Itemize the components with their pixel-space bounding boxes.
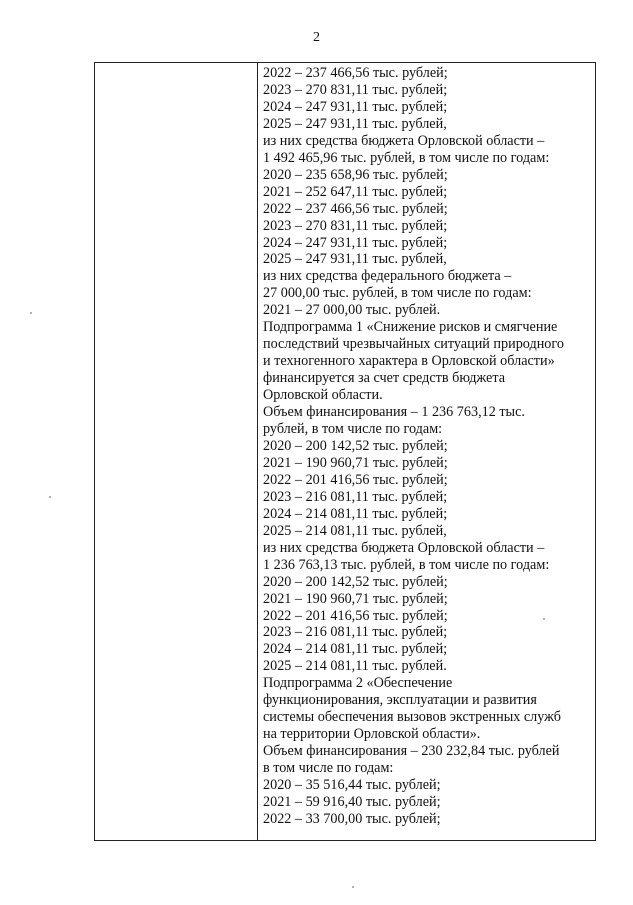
text-line: 2022 – 237 466,56 тыс. рублей; (263, 65, 448, 81)
text-line: 2025 – 214 081,11 тыс. рублей, (263, 522, 447, 539)
text-line: 2022 – 237 466,56 тыс. рублей; (263, 200, 448, 217)
text-line: 2021 – 252 647,11 тыс. рублей; (263, 183, 448, 200)
scan-speck (352, 886, 354, 888)
text-line: функционирования, эксплуатации и развития (263, 692, 537, 709)
text-line: на территории Орловской области». (263, 726, 481, 743)
text-line: 2023 – 216 081,11 тыс. рублей; (263, 488, 448, 505)
text-line: в том числе по годам: (263, 760, 394, 777)
text-line: 2022 – 33 700,00 тыс. рублей; (263, 810, 441, 827)
document-table (94, 62, 596, 841)
text-line: финансируется за счет средств бюджета (263, 370, 506, 387)
text-line: 2022 – 201 416,56 тыс. рублей; (263, 607, 448, 624)
text-line: 27 000,00 тыс. рублей, в том числе по годам: (263, 285, 532, 302)
text-line: 2023 – 216 081,11 тыс. рублей; (263, 624, 448, 641)
text-line: 2021 – 190 960,71 тыс. рублей; (263, 454, 448, 471)
text-line: 2024 – 247 931,11 тыс. рублей; (263, 234, 448, 251)
text-line: 2024 – 214 081,11 тыс. рублей; (263, 505, 448, 522)
text-line: 2021 – 27 000,00 тыс. рублей. (263, 302, 441, 319)
text-line: 1 492 465,96 тыс. рублей, в том числе по годам: (263, 149, 550, 166)
text-line: 2021 – 190 960,71 тыс. рублей; (263, 590, 448, 607)
text-line: Подпрограмма 1 «Снижение рисков и смягчение (263, 319, 558, 336)
text-line: Объем финансирования – 1 236 763,12 тыс. (263, 404, 525, 421)
text-line: 2020 – 200 142,52 тыс. рублей; (263, 437, 448, 454)
text-line: 2025 – 247 931,11 тыс. рублей, (263, 251, 447, 268)
text-line: 2020 – 235 658,96 тыс. рублей; (263, 166, 448, 183)
text-line: 2024 – 214 081,11 тыс. рублей; (263, 641, 448, 658)
text-line: Подпрограмма 2 «Обеспечение (263, 675, 453, 692)
text-line: рублей, в том числе по годам: (263, 421, 443, 438)
scan-speck (49, 496, 51, 498)
text-line: последствий чрезвычайных ситуаций природного (263, 336, 564, 353)
text-line: 2024 – 247 931,11 тыс. рублей; (263, 98, 448, 115)
table-left-column (95, 63, 258, 840)
scan-speck (30, 312, 32, 314)
text-line: 2020 – 200 142,52 тыс. рублей; (263, 573, 448, 590)
scan-speck (543, 618, 545, 620)
table-right-column (258, 63, 595, 840)
text-line: из них средства федерального бюджета – (263, 268, 512, 285)
text-line: из них средства бюджета Орловской области – (263, 132, 545, 149)
text-line: 2023 – 270 831,11 тыс. рублей; (263, 217, 448, 234)
text-line: 2021 – 59 916,40 тыс. рублей; (263, 793, 441, 810)
text-line: 2023 – 270 831,11 тыс. рублей; (263, 81, 448, 98)
text-line: Орловской области. (263, 387, 383, 404)
text-line: 2025 – 214 081,11 тыс. рублей. (263, 658, 447, 675)
text-line: из них средства бюджета Орловской области – (263, 539, 545, 556)
text-line: и техногенного характера в Орловской области» (263, 353, 555, 370)
text-line: 2022 – 201 416,56 тыс. рублей; (263, 471, 448, 488)
text-line: 2025 – 247 931,11 тыс. рублей, (263, 115, 447, 132)
text-line: Объем финансирования – 230 232,84 тыс. рублей (263, 743, 560, 760)
page-number: 2 (313, 30, 320, 45)
text-line: 2020 – 35 516,44 тыс. рублей; (263, 777, 441, 794)
text-line: системы обеспечения вызовов экстренных служб (263, 709, 561, 726)
text-line: 1 236 763,13 тыс. рублей, в том числе по годам: (263, 556, 550, 573)
